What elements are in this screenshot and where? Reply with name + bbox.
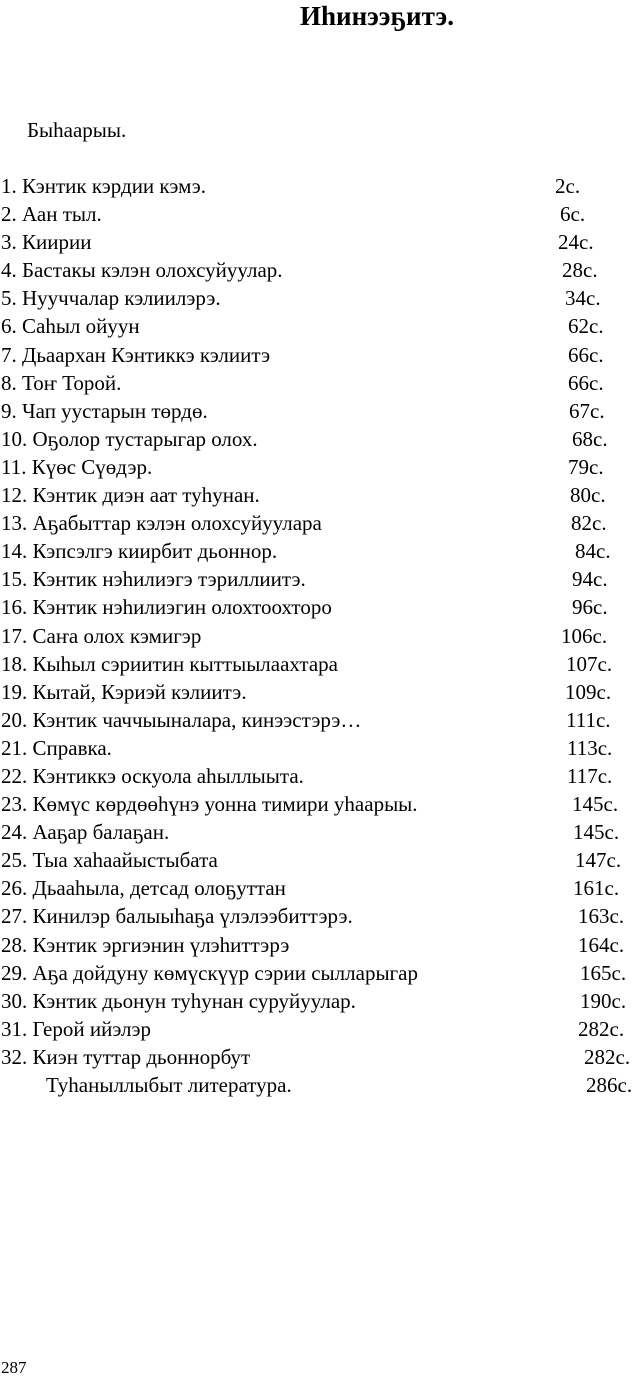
toc-entry-page: 109с.	[565, 679, 612, 704]
toc-entry-page: 68с.	[572, 426, 608, 451]
toc-entry-page: 164с.	[578, 932, 625, 957]
toc-entry	[0, 818, 642, 846]
toc-entry-page: 67с.	[569, 398, 605, 423]
toc-entry-page: 34с.	[565, 286, 601, 311]
toc-entry	[0, 902, 642, 930]
toc-entry	[0, 397, 642, 425]
toc-entry-title: 6. Саһыл ойуун	[1, 314, 140, 339]
toc-entry	[0, 453, 642, 481]
toc-entry	[0, 987, 642, 1015]
toc-entry	[0, 481, 642, 509]
toc-entry-title: 15. Кэнтик нэһилиэгэ тэриллиитэ.	[1, 567, 306, 592]
toc-entry	[0, 622, 642, 650]
toc-entry-title: 27. Кинилэр балыыһаҕа үлэлээбиттэрэ.	[1, 904, 353, 929]
toc-entry-title: 16. Кэнтик нэһилиэгин олохтоохторо	[1, 595, 332, 620]
toc-entry	[0, 565, 642, 593]
toc-entry	[0, 341, 642, 369]
toc-entry-title: 5. Нууччалар кэлиилэрэ.	[1, 286, 221, 311]
toc-entry	[0, 172, 642, 200]
toc-entry-page: 62с.	[568, 314, 604, 339]
page-title: Иһинээҕитэ.	[300, 1, 454, 31]
toc-entry-page: 117с.	[567, 763, 613, 788]
toc-entry-page: 163с.	[578, 904, 625, 929]
toc-entry-page: 82с.	[571, 511, 607, 536]
toc-entry-title: Туһаныллыбыт литература.	[46, 1073, 292, 1097]
toc-entry-title: 11. Күөс Сүөдэр.	[1, 454, 153, 479]
toc-entry-title: 23. Көмүс көрдөөһүнэ уонна тимири уһаарыы.	[1, 792, 418, 817]
toc-entry-title: 29. Аҕа дойдуну көмүскүүр сэрии сылларыгар	[1, 960, 418, 985]
toc-entry-title: 9. Чап уустарын төрдө.	[1, 398, 208, 423]
toc-entry-title: 26. Дьааһыла, детсад олоҕуттан	[1, 876, 286, 901]
toc-entry-title: 2. Аан тыл.	[1, 202, 102, 227]
toc-intro-heading: Быһаарыы.	[27, 118, 127, 142]
toc-entry-page: 282с.	[578, 1016, 625, 1041]
toc-entry	[0, 537, 642, 565]
toc-entry-title: 25. Тыа хаһаайыстыбата	[1, 848, 218, 873]
toc-entry-page: 84с.	[575, 539, 611, 564]
toc-entry-page: 282с.	[584, 1044, 631, 1069]
toc-entry	[0, 284, 642, 312]
toc-entry	[0, 228, 642, 256]
toc-entry-page: 80с.	[570, 483, 606, 508]
toc-entry-page: 113с.	[567, 735, 613, 760]
toc-entry	[0, 959, 642, 987]
toc-entry-page: 79с.	[568, 454, 604, 479]
toc-entry-title: 14. Кэпсэлгэ киирбит дьоннор.	[1, 539, 278, 564]
toc-entry-page: 28с.	[562, 258, 598, 283]
table-of-contents	[0, 172, 642, 1099]
toc-entry-title: 28. Кэнтик эргиэнин үлэһиттэрэ	[1, 932, 290, 957]
page-number: 287	[1, 1358, 27, 1377]
toc-entry	[0, 1043, 642, 1071]
toc-entry	[0, 931, 642, 959]
toc-entry-title: 4. Бастакы кэлэн олохсуйуулар.	[1, 258, 283, 283]
toc-entry-title: 7. Дьаархан Кэнтиккэ кэлиитэ	[1, 342, 271, 367]
toc-entry-title: 20. Кэнтик чаччыыналара, кинээстэрэ…	[1, 707, 362, 732]
toc-entry-title: 32. Киэн туттар дьоннорбут	[1, 1044, 251, 1069]
toc-entry	[0, 762, 642, 790]
toc-entry-page: 6с.	[560, 202, 586, 227]
toc-entry-page: 165с.	[580, 960, 627, 985]
toc-entry-title: 10. Оҕолор тустарыгар олох.	[1, 426, 258, 451]
toc-entry	[0, 200, 642, 228]
toc-entry-title: 31. Герой ийэлэр	[1, 1016, 151, 1041]
toc-entry-title: 13. Аҕабыттар кэлэн олохсуйуулара	[1, 511, 322, 536]
toc-entry-page: 145с.	[572, 792, 619, 817]
toc-entry-page: 111с.	[566, 707, 611, 732]
toc-entry	[0, 790, 642, 818]
toc-entry-title: 21. Справка.	[1, 735, 112, 760]
toc-entry-page: 96с.	[572, 595, 608, 620]
toc-entry-title: 12. Кэнтик диэн аат туһунан.	[1, 483, 260, 508]
toc-entry-page: 106с.	[561, 623, 608, 648]
toc-entry	[0, 509, 642, 537]
toc-entry-page: 286с.	[586, 1073, 633, 1097]
toc-entry-title: 3. Киирии	[1, 230, 92, 255]
toc-entry-page: 161с.	[573, 876, 620, 901]
toc-entry-page: 2с.	[555, 174, 581, 198]
toc-entry-page: 24с.	[558, 230, 594, 255]
toc-entry	[0, 256, 642, 284]
toc-entry	[0, 369, 642, 397]
toc-entry-title: 17. Саҥа олох кэмигэр	[1, 623, 202, 648]
toc-entry-page: 190с.	[580, 988, 627, 1013]
toc-entry-title: 19. Кытай, Кэриэй кэлиитэ.	[1, 679, 247, 704]
toc-entry-page: 147с.	[575, 848, 622, 873]
toc-entry	[0, 425, 642, 453]
toc-entry-page: 66с.	[568, 342, 604, 367]
toc-entry	[0, 650, 642, 678]
toc-entry	[0, 1015, 642, 1043]
toc-entry-title: 18. Кыһыл сэриитин кыттыылаахтара	[1, 651, 338, 676]
toc-entry	[0, 874, 642, 902]
toc-entry-page: 107с.	[566, 651, 613, 676]
toc-entry	[0, 706, 642, 734]
toc-entry-title: 22. Кэнтиккэ оскуола аһыллыыта.	[1, 763, 304, 788]
toc-entry	[0, 846, 642, 874]
toc-entry	[0, 593, 642, 621]
toc-entry-page: 66с.	[568, 370, 604, 395]
toc-entry-title: 30. Кэнтик дьонун туһунан суруйуулар.	[1, 988, 356, 1013]
toc-entry	[0, 678, 642, 706]
toc-entry-page: 145с.	[573, 820, 620, 845]
toc-entry-page: 94с.	[572, 567, 608, 592]
toc-entry-title: 24. Ааҕар балаҕан.	[1, 820, 170, 845]
toc-entry	[0, 312, 642, 340]
toc-entry-title: 1. Кэнтик кэрдии кэмэ.	[1, 174, 206, 198]
toc-entry	[0, 734, 642, 762]
toc-entry	[0, 1071, 642, 1099]
toc-entry-title: 8. Тоҥ Торой.	[1, 370, 122, 395]
